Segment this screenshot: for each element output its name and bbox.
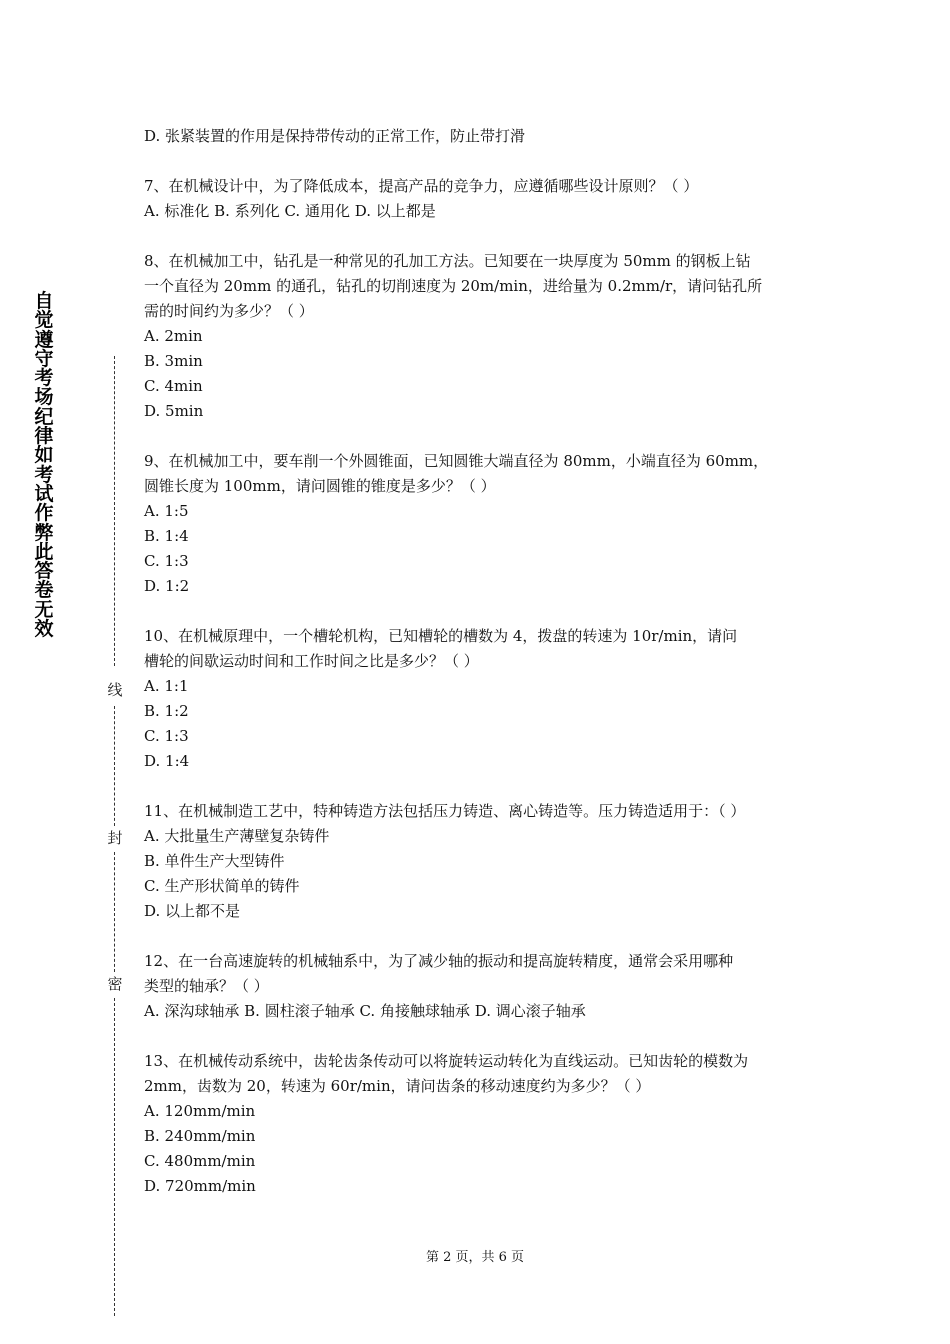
answer-option: A. 120mm/min	[144, 1102, 256, 1120]
question-block	[144, 799, 812, 924]
question-block	[144, 624, 812, 774]
answer-option: C. 480mm/min	[144, 1152, 256, 1170]
seal-seal-label: 封	[105, 828, 125, 848]
answer-option: B. 1:2	[144, 702, 189, 720]
question-text: 9、在机械加工中，要车削一个外圆锥面，已知圆锥大端直径为 80mm，小端直径为 60mm，	[144, 452, 769, 470]
answer-option: B. 240mm/min	[144, 1127, 256, 1145]
answer-option: A. 1:1	[144, 677, 189, 695]
question-block	[144, 249, 812, 424]
question-block	[144, 174, 812, 224]
answer-option: A. 深沟球轴承 B. 圆柱滚子轴承 C. 角接触球轴承 D. 调心滚子轴承	[144, 1002, 586, 1020]
question-text: 11、在机械制造工艺中，特种铸造方法包括压力铸造、离心铸造等。压力铸造适用于：（ ）	[144, 802, 746, 820]
binding-dashed-line	[114, 356, 115, 666]
answer-option: C. 4min	[144, 377, 203, 395]
answer-option: A. 1:5	[144, 502, 189, 520]
seal-line-label: 线	[105, 680, 125, 700]
answer-option: B. 单件生产大型铸件	[144, 852, 285, 870]
answer-option: D. 以上都不是	[144, 902, 241, 920]
question-block	[144, 949, 812, 1024]
question-block	[144, 124, 812, 149]
answer-option: B. 1:4	[144, 527, 189, 545]
question-text: 需的时间约为多少？（ ）	[144, 302, 314, 320]
question-text: 12、在一台高速旋转的机械轴系中，为了减少轴的振动和提高旋转精度，通常会采用哪种	[144, 952, 734, 970]
question-text: 2mm，齿数为 20，转速为 60r/min，请问齿条的移动速度约为多少？（ ）	[144, 1077, 651, 1095]
binding-dashed-line	[114, 852, 115, 972]
question-text: 一个直径为 20mm 的通孔，钻孔的切削速度为 20m/min，进给量为 0.2mm/r，请问钻孔所	[144, 277, 763, 295]
question-block	[144, 449, 812, 599]
question-text: 7、在机械设计中，为了降低成本，提高产品的竞争力，应遵循哪些设计原则？（ ）	[144, 177, 699, 195]
question-list	[144, 124, 812, 1224]
question-text: 8、在机械加工中，钻孔是一种常见的孔加工方法。已知要在一块厚度为 50mm 的钢板上钻	[144, 252, 751, 270]
answer-option: D. 1:2	[144, 577, 190, 595]
answer-option: C. 生产形状简单的铸件	[144, 877, 300, 895]
question-block	[144, 1049, 812, 1199]
seal-secret-label: 密	[105, 974, 125, 994]
answer-option: A. 标准化 B. 系列化 C. 通用化 D. 以上都是	[144, 202, 436, 220]
answer-option: D. 1:4	[144, 752, 190, 770]
answer-option: A. 大批量生产薄壁复杂铸件	[144, 827, 330, 845]
answer-option: C. 1:3	[144, 552, 189, 570]
answer-option: C. 1:3	[144, 727, 189, 745]
binding-dashed-line	[114, 998, 115, 1316]
question-text: 10、在机械原理中，一个槽轮机构，已知槽轮的槽数为 4，拨盘的转速为 10r/min，请问	[144, 627, 738, 645]
page-number: 第 2 页，共 6 页	[425, 1250, 525, 1265]
question-text: 槽轮的间歇运动时间和工作时间之比是多少？（ ）	[144, 652, 479, 670]
answer-option: D. 5min	[144, 402, 204, 420]
question-text: 圆锥长度为 100mm，请问圆锥的锥度是多少？（ ）	[144, 477, 496, 495]
answer-option: D. 张紧装置的作用是保持带传动的正常工作，防止带打滑	[144, 127, 526, 145]
question-text: 类型的轴承？（ ）	[144, 977, 269, 995]
question-text: 13、在机械传动系统中，齿轮齿条传动可以将旋转运动转化为直线运动。已知齿轮的模数为	[144, 1052, 749, 1070]
answer-option: B. 3min	[144, 352, 203, 370]
binding-dashed-line	[114, 706, 115, 826]
exam-discipline-warning: 自觉遵守考场纪律如考试作弊此答卷无效	[34, 290, 54, 641]
answer-option: A. 2min	[144, 327, 203, 345]
answer-option: D. 720mm/min	[144, 1177, 256, 1195]
